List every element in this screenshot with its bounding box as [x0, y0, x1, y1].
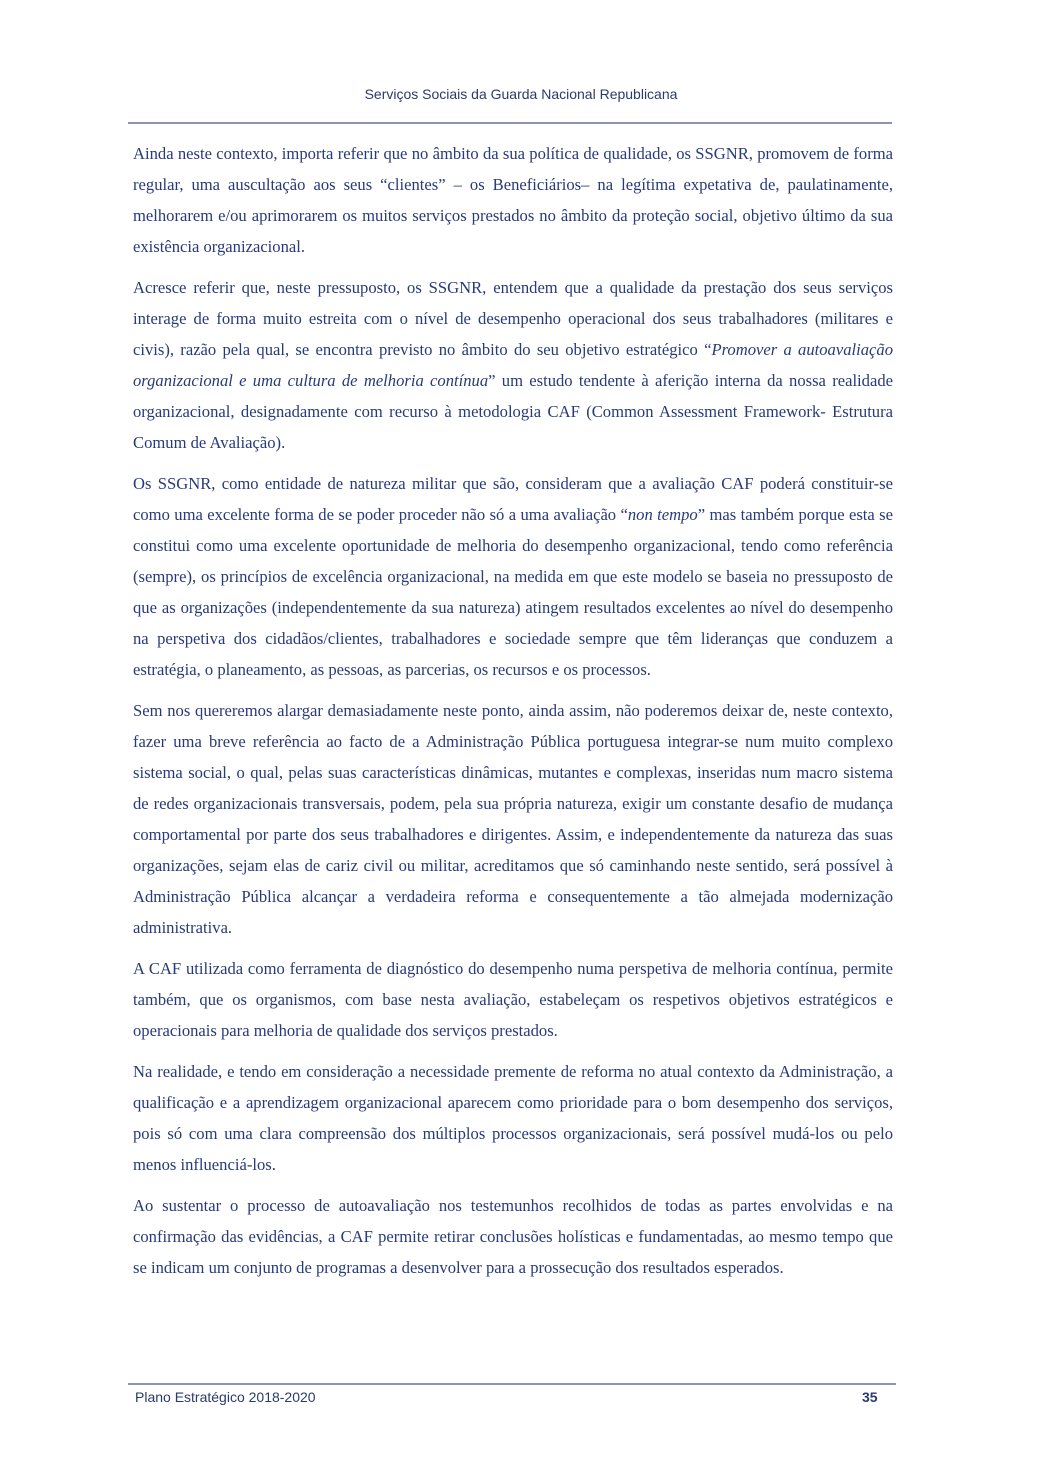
header-divider: [128, 122, 892, 124]
document-body: [133, 138, 893, 1293]
page-header: Serviços Sociais da Guarda Nacional Republicana: [364, 86, 678, 102]
paragraph-public-administration: Sem nos quereremos alargar demasiadamente neste ponto, ainda assim, não poderemos deixar de, neste contexto, fazer uma breve referência ao facto de a Administração Pública portuguesa integrar-se num muito complexo sistema social, o qual, pelas suas características dinâmicas, mutantes e complexas, inseridas num macro sistema de redes organizacionais transversais, podem, pela sua própria natureza, exigir um constante desafio de mudança comportamental por parte dos seus trabalhadores e dirigentes. Assim, e independentemente da natureza das suas organizações, sejam elas de cariz civil ou militar, acreditamos que só caminhando neste sentido, será possível à Administração Pública alcançar a verdadeira reforma e consequentemente a tão almejada modernização administrativa.: [133, 701, 893, 937]
paragraph-text: Os SSGNR, como entidade de natureza militar que são, consideram que a avaliação CAF poderá constituir-se como uma excelente forma de se poder proceder não só a uma avaliação “: [133, 474, 893, 524]
non-tempo-term: non tempo: [627, 505, 698, 524]
paragraph-quality-policy: Ainda neste contexto, importa referir que no âmbito da sua política de qualidade, os SSGNR, promovem de forma regular, uma auscultação aos seus “clientes” – os Beneficiários– na legítima expetativa de, paulatinamente, melhorarem e/ou aprimorarem os muitos serviços prestados no âmbito da proteção social, objetivo último da sua existência organizacional.: [133, 144, 893, 256]
strategic-objective-quote: Promover a autoavaliação organizacional e uma cultura de melhoria contínua: [133, 340, 893, 390]
paragraph-text: ” um estudo tendente à aferição interna da nossa realidade organizacional, designadamente com recurso à metodologia CAF (Common Assessment Framework- Estrutura Comum de Avaliação).: [133, 371, 893, 452]
page-number: 35: [862, 1389, 878, 1405]
paragraph-strategic-objective: [133, 272, 893, 458]
paragraph-text: ” mas também porque esta se constitui como uma excelente oportunidade de melhoria do desempenho organizacional, tendo como referência (sempre), os princípios de excelência organizacional, na medida em que este modelo se baseia no pressuposto de que as organizações (independentemente da sua natureza) atingem resultados excelentes ao nível do desempenho na perspetiva dos cidadãos/clientes, trabalhadores e sociedade sempre que têm lideranças que conduzem a estratégia, o planeamento, as pessoas, as parcerias, os recursos e os processos.: [133, 505, 893, 679]
footer-document-title: Plano Estratégico 2018-2020: [135, 1389, 316, 1405]
paragraph-caf-diagnostic: A CAF utilizada como ferramenta de diagnóstico do desempenho numa perspetiva de melhoria contínua, permite também, que os organismos, com base nesta avaliação, estabeleçam os respetivos objetivos estratégicos e operacionais para melhoria de qualidade dos serviços prestados.: [133, 959, 893, 1040]
paragraph-caf-evaluation: [133, 468, 893, 685]
footer-divider: [128, 1383, 896, 1385]
paragraph-text: Acresce referir que, neste pressuposto, os SSGNR, entendem que a qualidade da prestação dos seus serviços interage de forma muito estreita com o nível de desempenho operacional dos seus trabalhadores (militares e civis), razão pela qual, se encontra previsto no âmbito do seu objetivo estratégico “: [133, 278, 893, 359]
paragraph-self-assessment: Ao sustentar o processo de autoavaliação nos testemunhos recolhidos de todas as partes envolvidas e na confirmação das evidências, a CAF permite retirar conclusões holísticas e fundamentadas, ao mesmo tempo que se indicam um conjunto de programas a desenvolver para a prossecução dos resultados esperados.: [133, 1196, 893, 1277]
paragraph-qualification: Na realidade, e tendo em consideração a necessidade premente de reforma no atual contexto da Administração, a qualificação e a aprendizagem organizacional aparecem como prioridade para o bom desempenho dos serviços, pois só com uma clara compreensão dos múltiplos processos organizacionais, será possível mudá-los ou pelo menos influenciá-los.: [133, 1062, 893, 1174]
